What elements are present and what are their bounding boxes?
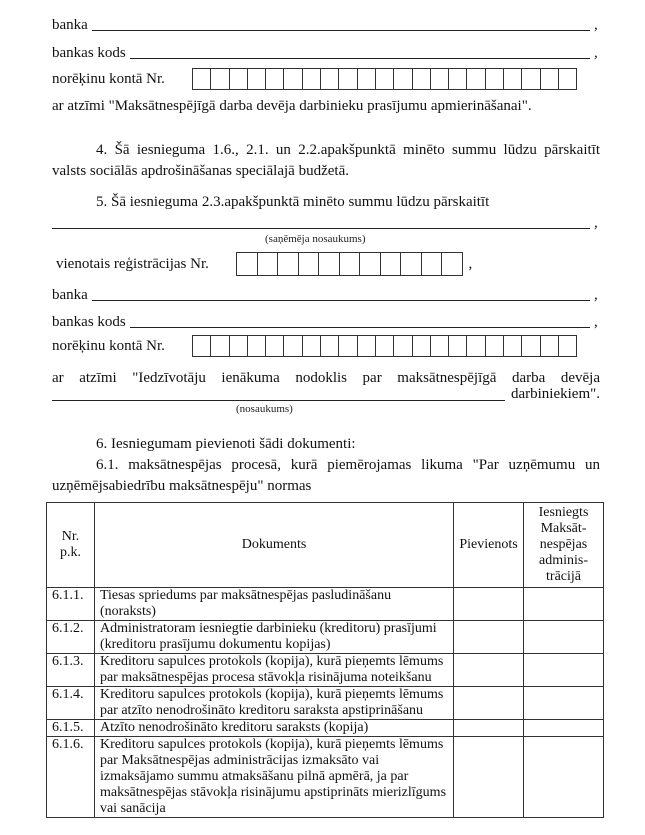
row-number: 6.1.6. <box>47 737 95 818</box>
bank-code-row-2: bankas kods , <box>52 314 598 330</box>
row-document: Kreditoru sapulces protokols (kopija), kurā pieņemts lēmums par maksātnespējas procesa stāvokļa risinājuma noteikšanu <box>94 654 453 687</box>
digit-box[interactable] <box>442 253 463 275</box>
digit-box[interactable] <box>486 336 504 356</box>
digit-box[interactable] <box>541 336 559 356</box>
digit-box[interactable] <box>449 69 467 89</box>
row-document: Kreditoru sapulces protokols (kopija), kurā pieņemts lēmums par Maksātnespējas administrācijas izmaksāto vai izmaksājamo summu atmaksāšanu pilnā apmērā, ja par maksātnespējas stāvokļa risinājumu apstiprināts mierizlīgums vai sanācija <box>94 737 453 818</box>
account-number-boxes[interactable] <box>192 68 577 90</box>
digit-box[interactable] <box>321 336 339 356</box>
table-row <box>47 621 604 654</box>
digit-box[interactable] <box>394 69 412 89</box>
recipient-field[interactable] <box>52 227 590 229</box>
row-attached-cell[interactable] <box>454 588 524 621</box>
name-field[interactable] <box>52 400 505 401</box>
digit-box[interactable] <box>467 336 485 356</box>
paragraph-4: 4. Šā iesnieguma 1.6., 2.1. un 2.2.apakšpunktā minēto summu lūdzu pārskaitīt valsts sociālās apdrošināšanas speciālajā budžetā. <box>52 142 600 179</box>
row-attached-cell[interactable] <box>454 621 524 654</box>
row-number: 6.1.3. <box>47 654 95 687</box>
bank-code-label: bankas kods <box>52 45 126 61</box>
row-document: Administratoram iesniegtie darbinieku (kreditoru) prasījumi (kreditoru prasījumu dokumentu kopijas) <box>94 621 453 654</box>
digit-box[interactable] <box>248 69 266 89</box>
digit-box[interactable] <box>376 69 394 89</box>
recipient-row: , <box>52 212 600 232</box>
table-header-row <box>47 503 604 588</box>
digit-box[interactable] <box>193 69 211 89</box>
digit-box[interactable] <box>266 336 284 356</box>
row-document: Kreditoru sapulces protokols (kopija), kurā pieņemts lēmums par atzīto nenodrošināto kreditoru saraksta apstiprināšanu <box>94 687 453 720</box>
digit-box[interactable] <box>258 253 279 275</box>
bank-code-label: bankas kods <box>52 314 126 330</box>
registration-label: vienotais reģistrācijas Nr. <box>56 255 209 272</box>
table-row <box>47 588 604 621</box>
digit-box[interactable] <box>358 336 376 356</box>
digit-box[interactable] <box>303 69 321 89</box>
digit-box[interactable] <box>449 336 467 356</box>
account-label: norēķinu kontā Nr. <box>52 70 165 87</box>
digit-box[interactable] <box>339 336 357 356</box>
digit-box[interactable] <box>340 253 361 275</box>
row-attached-cell[interactable] <box>454 687 524 720</box>
digit-box[interactable] <box>486 69 504 89</box>
digit-box[interactable] <box>284 69 302 89</box>
digit-box[interactable] <box>237 253 258 275</box>
paragraph-5: 5. Šā iesnieguma 2.3.apakšpunktā minēto summu lūdzu pārskaitīt <box>96 194 490 210</box>
row-submitted-cell[interactable] <box>524 737 604 818</box>
note-2-line-1: ar atzīmi "Iedzīvotāju ienākuma nodoklis par maksātnespējīgā darba devēja <box>52 370 600 386</box>
table-row <box>47 687 604 720</box>
digit-box[interactable] <box>266 69 284 89</box>
digit-box[interactable] <box>339 69 357 89</box>
digit-box[interactable] <box>541 69 559 89</box>
row-submitted-cell[interactable] <box>524 654 604 687</box>
digit-box[interactable] <box>394 336 412 356</box>
account-number-boxes[interactable] <box>192 335 577 357</box>
row-submitted-cell[interactable] <box>524 621 604 654</box>
header-document: Dokuments <box>94 503 453 588</box>
row-attached-cell[interactable] <box>454 720 524 737</box>
digit-box[interactable] <box>401 253 422 275</box>
name-caption: (nosaukums) <box>236 403 293 415</box>
row-number: 6.1.2. <box>47 621 95 654</box>
row-attached-cell[interactable] <box>454 654 524 687</box>
digit-box[interactable] <box>193 336 211 356</box>
bank-row-2: banka , <box>52 287 598 303</box>
account-row-1 <box>52 68 577 90</box>
digit-box[interactable] <box>211 336 229 356</box>
digit-box[interactable] <box>248 336 266 356</box>
row-number: 6.1.1. <box>47 588 95 621</box>
row-number: 6.1.4. <box>47 687 95 720</box>
header-nr: Nr. p.k. <box>47 503 95 588</box>
table-row <box>47 654 604 687</box>
registration-number-boxes[interactable] <box>236 252 463 276</box>
table-row <box>47 720 604 737</box>
digit-box[interactable] <box>504 336 522 356</box>
digit-box[interactable] <box>284 336 302 356</box>
bank-row-1: banka , <box>52 17 598 33</box>
digit-box[interactable] <box>299 253 320 275</box>
bank-field[interactable] <box>92 299 590 301</box>
row-submitted-cell[interactable] <box>524 687 604 720</box>
header-attached: Pievienots <box>454 503 524 588</box>
digit-box[interactable] <box>303 336 321 356</box>
digit-box[interactable] <box>211 69 229 89</box>
row-submitted-cell[interactable] <box>524 720 604 737</box>
digit-box[interactable] <box>504 69 522 89</box>
bank-label: banka <box>52 287 88 303</box>
digit-box[interactable] <box>376 336 394 356</box>
section-6-heading: 6. Iesniegumam pievienoti šādi dokumenti: <box>96 436 356 452</box>
digit-box[interactable] <box>522 336 540 356</box>
digit-box[interactable] <box>559 69 577 89</box>
digit-box[interactable] <box>431 69 449 89</box>
row-document: Atzīto nenodrošināto kreditoru saraksts (kopija) <box>94 720 453 737</box>
digit-box[interactable] <box>381 253 402 275</box>
row-submitted-cell[interactable] <box>524 588 604 621</box>
digit-box[interactable] <box>413 336 431 356</box>
documents-table <box>46 502 604 818</box>
digit-box[interactable] <box>358 69 376 89</box>
account-label: norēķinu kontā Nr. <box>52 337 165 354</box>
digit-box[interactable] <box>321 69 339 89</box>
section-6-1: 6.1. maksātnespējas procesā, kurā piemērojamas likuma "Par uzņēmumu un uzņēmējsabiedrību maksātnespēju" normas <box>52 457 600 494</box>
note-1: ar atzīmi "Maksātnespējīgā darba devēja darbinieku prasījumu apmierināšanai". <box>52 98 532 114</box>
note-2-line-2: darbiniekiem". <box>52 384 600 405</box>
digit-box[interactable] <box>230 336 248 356</box>
bank-code-row-1: bankas kods , <box>52 45 598 61</box>
digit-box[interactable] <box>422 253 443 275</box>
digit-box[interactable] <box>431 336 449 356</box>
digit-box[interactable] <box>230 69 248 89</box>
row-document: Tiesas spriedums par maksātnespējas pasludināšanu (noraksts) <box>94 588 453 621</box>
digit-box[interactable] <box>319 253 340 275</box>
digit-box[interactable] <box>413 69 431 89</box>
recipient-caption: (saņēmēja nosaukums) <box>265 233 366 245</box>
bank-code-field[interactable] <box>130 326 590 328</box>
row-number: 6.1.5. <box>47 720 95 737</box>
digit-box[interactable] <box>522 69 540 89</box>
registration-row: vienotais reģistrācijas Nr. , <box>56 252 472 276</box>
bank-code-field[interactable] <box>130 57 590 59</box>
header-submitted: Iesniegts Maksāt-nespējas adminis-trācijā <box>524 503 604 588</box>
digit-box[interactable] <box>559 336 577 356</box>
table-row <box>47 737 604 818</box>
account-row-2 <box>52 335 577 357</box>
digit-box[interactable] <box>278 253 299 275</box>
digit-box[interactable] <box>360 253 381 275</box>
digit-box[interactable] <box>467 69 485 89</box>
bank-field[interactable] <box>92 29 590 31</box>
row-attached-cell[interactable] <box>454 737 524 818</box>
bank-label: banka <box>52 17 88 33</box>
